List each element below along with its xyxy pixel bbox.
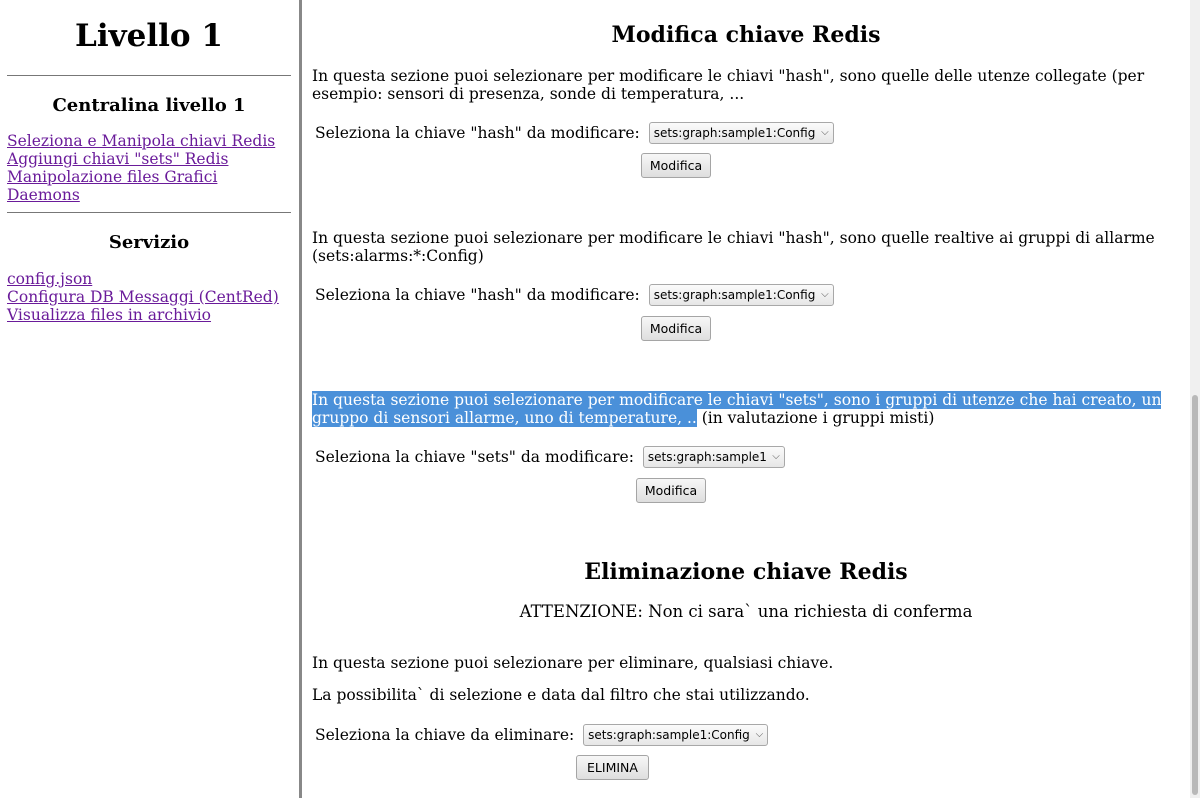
link-files-grafici[interactable]: Manipolazione files Grafici	[7, 168, 218, 186]
section-title-servizio: Servizio	[108, 232, 190, 253]
hash1-modifica-button[interactable]: Modifica	[641, 153, 711, 178]
divider	[7, 75, 291, 76]
chevron-down-icon: ⌵	[821, 289, 829, 300]
scrollbar-thumb[interactable]	[1192, 395, 1198, 795]
hash2-label: Seleziona la chiave "hash" da modificare:	[315, 286, 640, 304]
hash1-select[interactable]	[649, 122, 834, 144]
sets-modifica-button[interactable]: Modifica	[636, 478, 706, 503]
delete-select-value: sets:graph:sample1:Config	[588, 728, 750, 742]
hash2-modifica-button[interactable]: Modifica	[641, 316, 711, 341]
link-visualizza-files[interactable]: Visualizza files in archivio	[7, 306, 212, 324]
hash2-select-value: sets:graph:sample1:Config	[653, 288, 816, 302]
chevron-down-icon: ⌵	[755, 729, 764, 740]
hash1-field-row	[315, 122, 834, 144]
link-aggiungi-sets[interactable]: Aggiungi chiavi "sets" Redis	[7, 150, 229, 168]
sets-description-rest: (in valutazione i gruppi misti)	[696, 409, 935, 427]
delete-title: Eliminazione chiave Redis	[584, 559, 908, 585]
servizio-links	[7, 270, 279, 324]
delete-description-1: In questa sezione puoi selezionare per eliminare, qualsiasi chiave.	[312, 654, 834, 672]
sidebar	[0, 0, 298, 798]
link-config-json[interactable]: config.json	[7, 270, 93, 288]
link-configura-db[interactable]: Configura DB Messaggi (CentRed)	[7, 288, 279, 306]
sets-select[interactable]	[643, 446, 785, 468]
hash1-select-value: sets:graph:sample1:Config	[653, 126, 816, 140]
link-daemons[interactable]: Daemons	[7, 186, 80, 204]
sets-select-value: sets:graph:sample1	[647, 450, 767, 464]
hash2-description: In questa sezione puoi selezionare per modificare le chiavi "hash", sono quelle realtive ai gruppi di allarme (sets:alarms:*:Config)	[312, 229, 1155, 265]
hash1-description: In questa sezione puoi selezionare per modificare le chiavi "hash", sono quelle delle utenze collegate (per esempio: sensori di presenza, sonde di temperatura, ...	[312, 67, 1145, 103]
main-content	[302, 0, 1190, 798]
hash2-field-row	[315, 284, 834, 306]
chevron-down-icon: ⌵	[772, 451, 780, 462]
chevron-down-icon: ⌵	[821, 127, 829, 138]
divider	[7, 212, 291, 213]
sets-label: Seleziona la chiave "sets" da modificare:	[315, 448, 634, 466]
sets-field-row	[315, 446, 785, 468]
link-seleziona-chiavi[interactable]: Seleziona e Manipola chiavi Redis	[7, 132, 276, 150]
hash1-label: Seleziona la chiave "hash" da modificare:	[315, 124, 640, 142]
vertical-scrollbar[interactable]	[1190, 0, 1200, 798]
delete-field-row	[315, 724, 768, 746]
hash2-select[interactable]	[649, 284, 834, 306]
delete-label: Seleziona la chiave da eliminare:	[315, 726, 575, 744]
delete-select[interactable]	[583, 724, 768, 746]
elimina-button[interactable]: ELIMINA	[576, 755, 649, 780]
sets-description-selected: In questa sezione puoi selezionare per modificare le chiavi "sets", sono i gruppi di utenze che hai creato, un gruppo di sensori allarme, uno di temperature, ..	[312, 391, 1162, 427]
sidebar-title: Livello 1	[75, 18, 223, 54]
section-title-centralina: Centralina livello 1	[52, 95, 246, 116]
delete-description-2: La possibilita` di selezione e data dal filtro che stai utilizzando.	[312, 686, 810, 704]
edit-title: Modifica chiave Redis	[611, 22, 881, 48]
delete-warning: ATTENZIONE: Non ci sara` una richiesta di conferma	[519, 602, 973, 621]
centralina-links	[7, 132, 275, 204]
sets-description	[312, 391, 1182, 427]
